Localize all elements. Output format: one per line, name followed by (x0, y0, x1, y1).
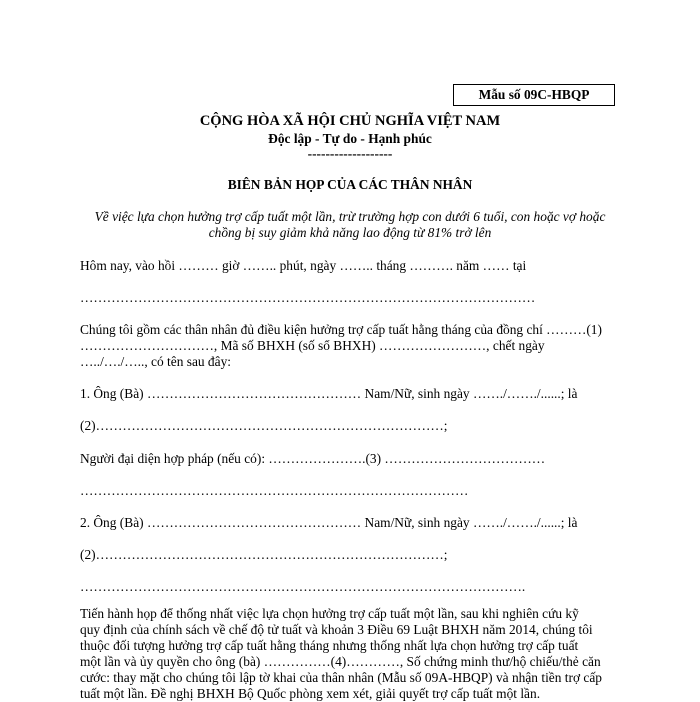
subtitle-line-2: chồng bị suy giảm khả năng lao động từ 81% trở lên (208, 225, 492, 240)
nation-header: CỘNG HÒA XÃ HỘI CHỦ NGHĨA VIỆT NAM (199, 113, 501, 129)
header-separator: ------------------- (307, 146, 393, 161)
final-paragraph-line-1: Tiến hành họp để thống nhất việc lựa chọn hưởng trợ cấp tuất một lần, sau khi nghiên cứu kỹ (80, 606, 579, 621)
form-code: Mẫu số 09C-HBQP (478, 87, 590, 102)
relatives-intro-line-3: …../…./….., có tên sau đây: (80, 354, 231, 369)
person-2-relationship: (2)……………………………………………………………………; (80, 547, 448, 562)
subtitle-line-1: Về việc lựa chọn hưởng trợ cấp tuất một lần, trừ trường hợp con dưới 6 tuổi, con hoặc vợ hoặc (94, 209, 606, 224)
person-2-line: 2. Ông (Bà) ………………………………………… Nam/Nữ, sinh ngày ……./……./......; là (80, 515, 578, 530)
final-paragraph-line-5: cước: thay mặt cho chúng tôi lập tờ khai của thân nhân (Mẫu số 09A-HBQP) và nhận tiền trợ cấp (80, 670, 602, 685)
motto: Độc lập - Tự do - Hạnh phúc (268, 131, 432, 146)
final-paragraph-line-3: thuộc đối tượng hưởng trợ cấp tuất hằng tháng nhưng thống nhất lựa chọn hưởng trợ cấp tuất (80, 638, 579, 653)
document-title: BIÊN BẢN HỌP CỦA CÁC THÂN NHÂN (227, 177, 473, 192)
legal-representative-dots: …………………………………………………………………………… (80, 483, 469, 498)
final-paragraph-line-4: một lần và ủy quyền cho ông (bà) ……………(4)…………, Số chứng minh thư/hộ chiếu/thẻ căn (80, 654, 601, 669)
person-1-line: 1. Ông (Bà) ………………………………………… Nam/Nữ, sinh ngày ……./……./......; là (80, 386, 578, 401)
relatives-intro-line-1: Chúng tôi gồm các thân nhân đủ điều kiện hưởng trợ cấp tuất hằng tháng của đồng chí ………(1) (80, 322, 602, 337)
legal-representative-line: Người đại diện hợp pháp (nếu có): ………………….(3) ……………………………… (80, 451, 546, 466)
meeting-place-line: ………………………………………………………………………………………… (80, 290, 536, 305)
final-paragraph-line-6: tuất một lần. Đề nghị BHXH Bộ Quốc phòng xem xét, giải quyết trợ cấp tuất một lần. (80, 686, 541, 701)
relatives-intro-line-2: …………………………, Mã số BHXH (số sổ BHXH) ……………………, chết ngày (80, 338, 545, 353)
form-code-box (453, 84, 615, 106)
person-1-relationship: (2)……………………………………………………………………; (80, 418, 448, 433)
final-paragraph-line-2: quy định của chính sách về chế độ tử tuất và khoản 3 Điều 69 Luật BHXH năm 2014, chúng tôi (80, 622, 593, 637)
additional-relatives-dots: ………………………………………………………………………………………. (80, 579, 526, 594)
meeting-time-line: Hôm nay, vào hồi ……… giờ …….. phút, ngày …….. tháng ………. năm …… tại (80, 258, 527, 273)
